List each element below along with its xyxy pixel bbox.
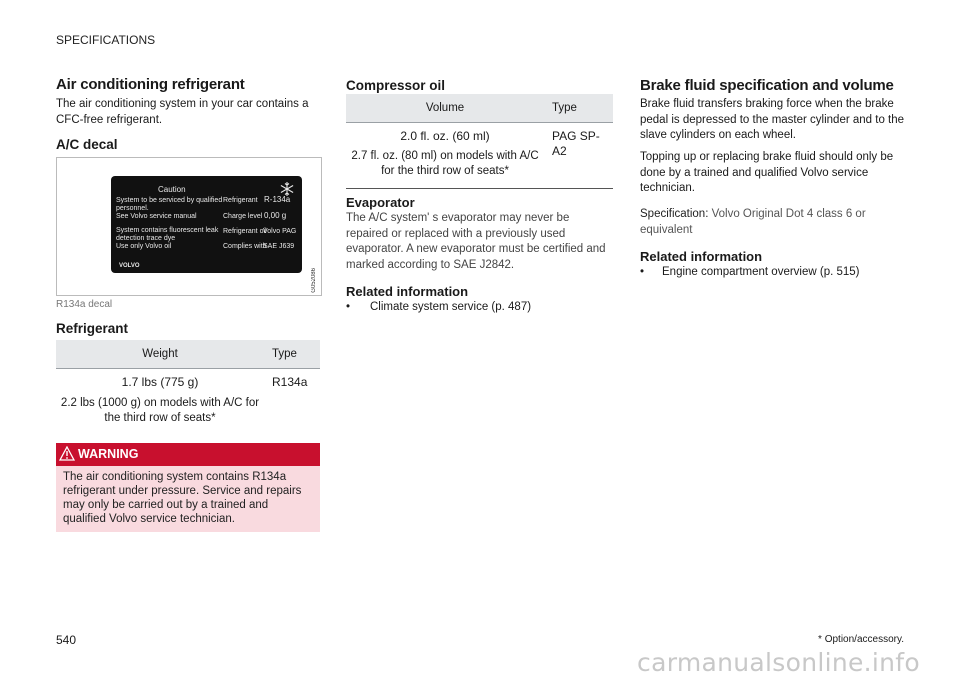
brake-paragraph-2: Topping up or replacing brake fluid should only be done by a trained and qualified Volvo service technician. (640, 151, 894, 194)
brake-paragraph-1: Brake fluid transfers braking force when the brake pedal is depressed to the master cylinder and to the slave cylinders on each wheel. (640, 98, 905, 141)
evaporator-heading: Evaporator (346, 195, 415, 210)
warning-text: The air conditioning system contains R134a refrigerant under pressure. Service and repairs may only be carried out by a trained and qualified Volvo service technician. (63, 471, 302, 525)
warning-triangle-icon (59, 446, 75, 464)
section-label: SPECIFICATIONS (56, 33, 156, 47)
decal-right-value: SAE J639 (263, 243, 295, 250)
decal-left-line: See Volvo service manual (116, 213, 197, 220)
section-title-air-conditioning: Air conditioning refrigerant (56, 76, 245, 93)
decal-right-value: R-134a (264, 195, 291, 204)
brake-fluid-heading: Brake fluid specification and volume (640, 77, 894, 94)
refrigerant-table (56, 340, 320, 460)
table-header: Type (264, 340, 320, 369)
type-cell: R134a (264, 369, 320, 460)
decal-left-line: Use only Volvo oil (116, 243, 172, 250)
watermark: carmanualsonline.info (637, 648, 920, 677)
table-header: Volume (346, 94, 544, 123)
decal-right-value: 0,00 g (264, 211, 287, 220)
related-link[interactable]: Climate system service (p. 487) (370, 301, 532, 313)
warning-banner (56, 443, 320, 466)
decal-brand: VOLVO (119, 263, 140, 269)
compressor-oil-table (346, 94, 613, 189)
footnote: * Option/accessory. (818, 634, 904, 645)
decal-caution: Caution (158, 185, 186, 194)
decal-left-line: System to be serviced by qualified (116, 197, 223, 204)
decal-right-label: Refrigerant (223, 197, 258, 204)
intro-paragraph: The air conditioning system in your car contains a CFC-free refrigerant. (56, 98, 309, 126)
warning-label: WARNING (78, 447, 139, 461)
warning-body (56, 466, 320, 532)
decal-left-line: detection trace dye (116, 235, 176, 242)
weight-line: 1.7 lbs (775 g) (121, 375, 199, 389)
figure-caption: R134a decal (56, 299, 113, 310)
snowflake-icon (279, 181, 295, 202)
compressor-oil-heading: Compressor oil (346, 78, 446, 93)
weight-line: 2.2 lbs (1000 g) on models with A/C for the third row of seats* (60, 397, 260, 424)
decal-right-label: Complies with (223, 243, 267, 250)
refrigerant-heading: Refrigerant (56, 321, 129, 336)
volume-cell (346, 123, 544, 189)
related-link[interactable]: Engine compartment overview (p. 515) (662, 266, 860, 278)
related-info-heading: Related information (346, 284, 469, 299)
type-cell: PAG SP-A2 (544, 123, 613, 189)
table-header: Type (544, 94, 613, 123)
bullet-icon: • (640, 266, 645, 278)
related-info-heading: Related information (640, 249, 763, 264)
decal-left-line: personnel. (116, 205, 149, 212)
decal-right-label: Refrigerant oil (223, 228, 267, 235)
specification-value: Volvo Original Dot 4 class 6 or equivalent (640, 208, 866, 236)
decal-right-label: Charge level (223, 213, 263, 220)
decal-left-line: System contains fluorescent leak (116, 227, 219, 234)
specification-label: Specification: (640, 208, 709, 220)
ac-decal-figure (56, 157, 322, 296)
figure-code: G052086 (311, 268, 317, 293)
page-number: 540 (56, 633, 77, 647)
table-header: Weight (56, 340, 264, 369)
ac-decal-label (111, 176, 302, 273)
volume-line: 2.0 fl. oz. (60 ml) (400, 129, 490, 143)
ac-decal-heading: A/C decal (56, 137, 118, 152)
decal-right-value: Volvo PAG (263, 228, 297, 235)
volume-line: 2.7 fl. oz. (80 ml) on models with A/C for the third row of seats* (351, 150, 539, 177)
table-row (346, 123, 613, 189)
evaporator-paragraph: The A/C system' s evaporator may never be repaired or replaced with a previously used evaporator. A new evaporator must be certified and marked according to SAE J2842. (346, 212, 606, 271)
bullet-icon: • (346, 301, 351, 313)
specification-paragraph (640, 207, 905, 238)
